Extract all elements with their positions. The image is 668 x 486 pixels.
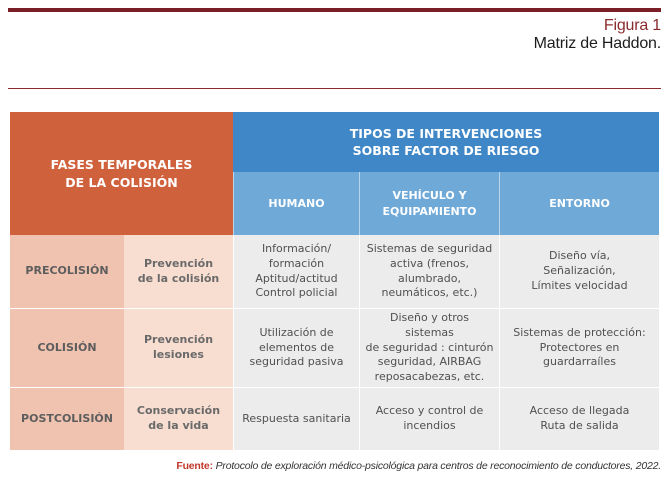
cell-colision-human: Utilización de elementos de seguridad pasiva <box>233 309 359 387</box>
source-caption <box>176 460 661 472</box>
cell-postcolision-human: Respuesta sanitaria <box>233 388 359 450</box>
phases-header: FASES TEMPORALES DE LA COLISIÓN <box>10 112 233 235</box>
row-phase-colision: COLISIÓN <box>10 309 124 387</box>
row-objective-precolision: Prevención de la colisión <box>124 235 233 308</box>
cell-precolision-human: Información/ formación Aptitud/actitud Control policial <box>233 235 359 308</box>
cell-precolision-vehicle: Sistemas de seguridad activa (frenos, alumbrado, neumáticos, etc.) <box>359 235 499 308</box>
factor-header-environment: ENTORNO <box>499 172 659 235</box>
source-label: Fuente: <box>176 460 213 472</box>
source-text: Protocolo de exploración médico-psicológica para centros de reconocimiento de conductores, 2022. <box>215 460 661 472</box>
title-divider <box>8 88 661 89</box>
row-objective-postcolision: Conservación de la vida <box>124 388 233 450</box>
interventions-header: TIPOS DE INTERVENCIONES SOBRE FACTOR DE RIESGO <box>233 112 659 172</box>
cell-postcolision-vehicle: Acceso y control de incendios <box>359 388 499 450</box>
figure-title: Matriz de Haddon. <box>533 35 661 52</box>
top-accent-bar <box>8 8 661 12</box>
cell-colision-environment: Sistemas de protección: Protectores en guardarraíles <box>499 309 659 387</box>
cell-postcolision-environment: Acceso de llegada Ruta de salida <box>499 388 659 450</box>
row-phase-postcolision: POSTCOLISIÓN <box>10 388 124 450</box>
row-phase-precolision: PRECOLISIÓN <box>10 235 124 308</box>
row-objective-colision: Prevención lesiones <box>124 309 233 387</box>
factor-header-human: HUMANO <box>233 172 359 235</box>
cell-precolision-environment: Diseño vía, Señalización, Límites velocidad <box>499 235 659 308</box>
cell-colision-vehicle: Diseño y otros sistemas de seguridad : cinturón seguridad, AIRBAG reposacabezas, etc. <box>359 309 499 387</box>
factor-header-vehicle: VEHÍCULO Y EQUIPAMIENTO <box>359 172 499 235</box>
figure-number: Figura 1 <box>603 17 661 34</box>
